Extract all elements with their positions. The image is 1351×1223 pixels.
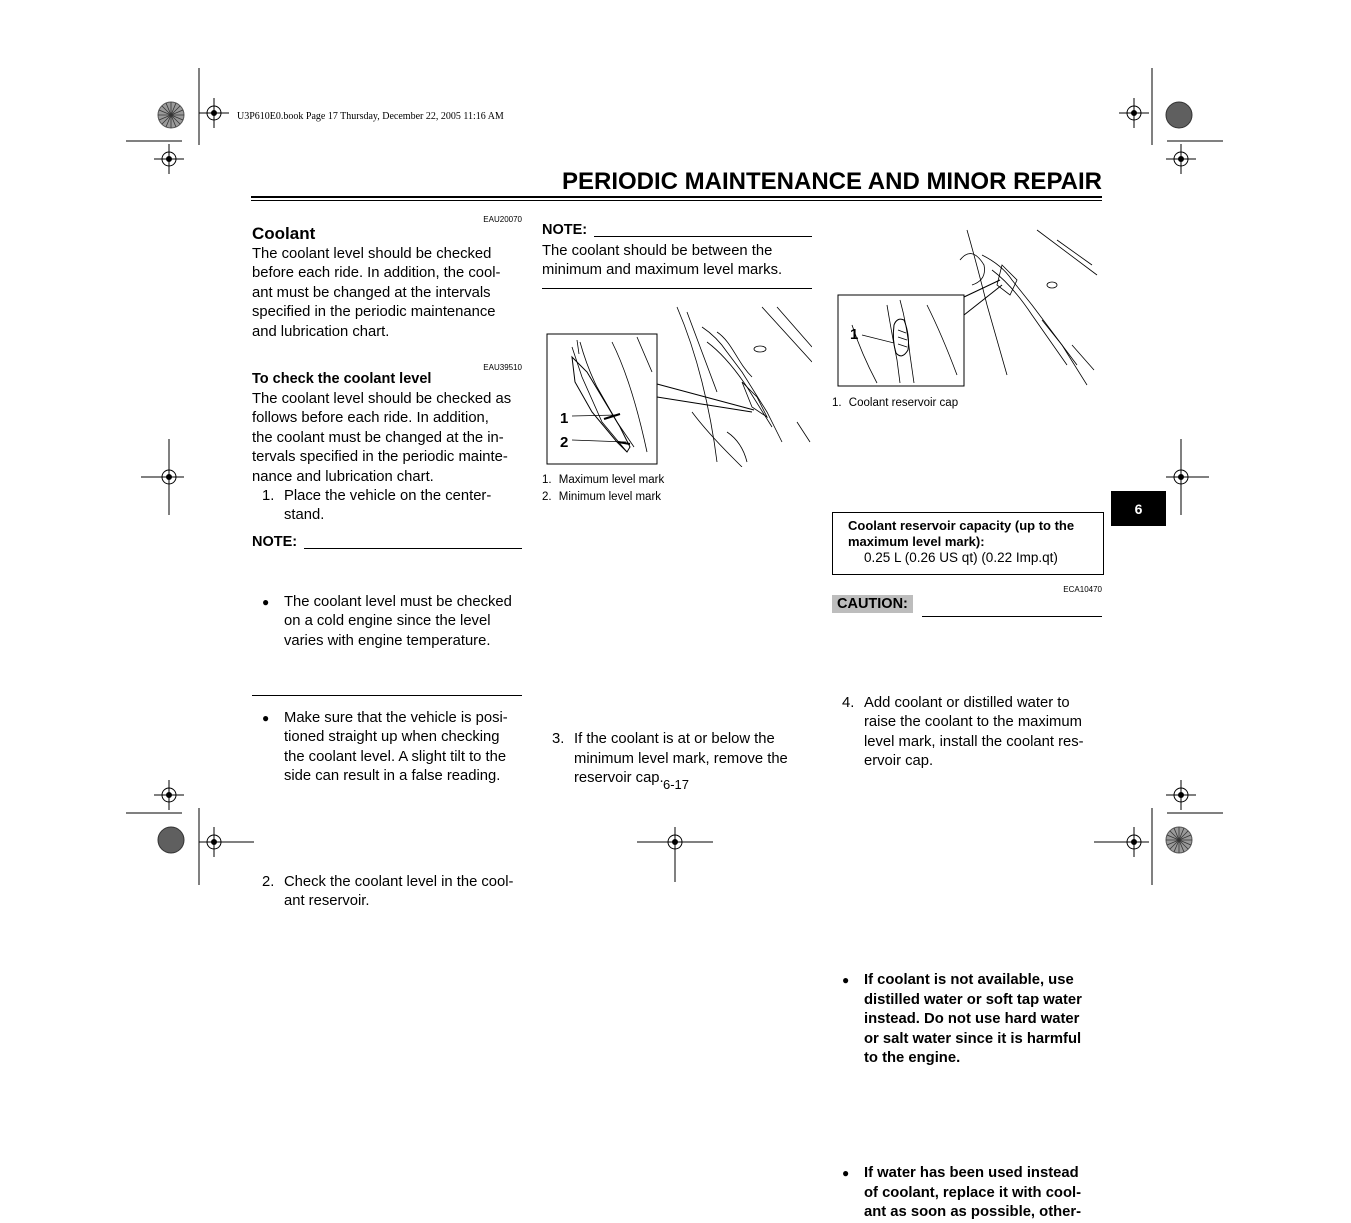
text-line: Coolant reservoir capacity (up to the: [848, 518, 1075, 533]
text-line: The coolant level should be checked as: [252, 391, 512, 407]
text-line: and lubrication chart.: [252, 323, 390, 340]
text-line: The coolant should be between the: [542, 243, 773, 259]
text-line: level mark, install the coolant res-: [864, 733, 1084, 750]
text-line: Place the vehicle on the center-: [284, 488, 492, 504]
note-bullet-2: [262, 709, 522, 787]
step-number: 4.: [842, 694, 855, 711]
text-line: raise the coolant to the maximum: [864, 714, 1082, 731]
step-4: [842, 694, 1102, 772]
note-label: NOTE:: [542, 222, 588, 238]
step-1: [262, 487, 522, 526]
step-number: 1.: [262, 488, 275, 504]
figure-label-2: 2: [560, 434, 569, 451]
step-number: 3.: [552, 731, 565, 748]
title-rule: [251, 196, 1102, 198]
ref-code: EAU39510: [483, 363, 522, 372]
text-line: Check the coolant level in the cool-: [284, 873, 514, 890]
text-line: If water has been used instead: [864, 1165, 1079, 1182]
book-info: U3P610E0.book Page 17 Thursday, December 22, 2005 11:16 AM: [237, 111, 504, 122]
reservoir-cap-figure: [832, 225, 1102, 390]
text-line: ant reservoir.: [284, 893, 370, 910]
page-title: PERIODIC MAINTENANCE AND MINOR REPAIR: [561, 168, 1102, 195]
caption-text: Minimum level mark: [558, 491, 662, 503]
caution-bullet-1: [842, 971, 1102, 1068]
text-line: The coolant level should be checked: [252, 246, 492, 262]
note-end-rule: [542, 288, 812, 289]
text-line: The coolant level must be checked: [284, 593, 512, 610]
text-line: specified in the periodic maintenance: [252, 304, 496, 321]
text-line: ant must be changed at the intervals: [252, 284, 491, 301]
text-line: to the engine.: [864, 1049, 961, 1066]
figure-caption-1: [542, 472, 664, 489]
ref-code: EAU20070: [483, 215, 522, 224]
caption-text: Maximum level mark: [558, 474, 665, 486]
intro-paragraph: [252, 245, 522, 342]
title-rule-thin: [251, 200, 1102, 201]
text-line: follows before each ride. In addition,: [252, 410, 489, 427]
note-end-rule: [252, 695, 522, 696]
caution-label: CAUTION:: [832, 595, 913, 613]
figure-caption: [832, 395, 958, 412]
caption-text: Coolant reservoir cap: [848, 397, 959, 409]
coolant-level-figure: [542, 302, 812, 467]
section-heading: Coolant: [252, 224, 316, 243]
text-line: reservoir cap.: [574, 770, 664, 787]
step-2: [262, 873, 522, 912]
text-line: nance and lubrication chart.: [252, 468, 434, 485]
text-line: Make sure that the vehicle is posi-: [284, 710, 508, 727]
caution-bullet-2: [842, 1164, 1102, 1222]
capacity-box: [832, 512, 1104, 575]
page-number: 6-17: [662, 777, 690, 792]
capacity-value: 0.25 L (0.26 US qt) (0.22 Imp.qt): [864, 550, 1058, 565]
figure-caption-2: [542, 489, 661, 506]
text-line: maximum level mark):: [848, 534, 985, 549]
text-line: on a cold engine since the level: [284, 613, 491, 630]
text-line: If coolant is not available, use: [864, 972, 1074, 989]
bullet-icon: ●: [842, 1166, 850, 1181]
note-label: NOTE:: [252, 534, 298, 550]
text-line: ant as soon as possible, other-: [864, 1204, 1082, 1221]
ref-code: ECA10470: [1063, 585, 1102, 594]
caption-number: 2.: [542, 491, 552, 503]
capacity-title: [848, 518, 1074, 550]
text-line: before each ride. In addition, the cool-: [252, 265, 501, 282]
text-line: minimum and maximum level marks.: [542, 262, 783, 279]
caption-number: 1.: [542, 474, 552, 486]
check-paragraph: [252, 390, 522, 487]
text-line: varies with engine temperature.: [284, 632, 491, 649]
text-line: distilled water or soft tap water: [864, 991, 1082, 1008]
text-line: the coolant level. A slight tilt to the: [284, 748, 507, 765]
text-line: tervals specified in the periodic mainte-: [252, 449, 508, 466]
text-line: ervoir cap.: [864, 752, 934, 769]
caption-number: 1.: [832, 397, 842, 409]
text-line: side can result in a false reading.: [284, 768, 501, 785]
figure-label-cap: 1: [850, 326, 859, 343]
note-bullet-1: [262, 593, 522, 651]
bullet-icon: ●: [262, 711, 270, 726]
step-number: 2.: [262, 873, 275, 890]
caution-rule: [922, 616, 1102, 617]
subheading: To check the coolant level: [252, 371, 432, 387]
note-text: [542, 242, 812, 281]
text-line: Add coolant or distilled water to: [864, 694, 1070, 711]
figure-label-1: 1: [560, 410, 569, 427]
text-line: minimum level mark, remove the: [574, 750, 788, 767]
text-line: If the coolant is at or below the: [574, 731, 775, 748]
text-line: tioned straight up when checking: [284, 729, 500, 746]
text-line: stand.: [284, 507, 325, 524]
text-line: instead. Do not use hard water: [864, 1011, 1080, 1028]
note-rule: [304, 548, 522, 549]
text-line: or salt water since it is harmful: [864, 1030, 1082, 1047]
note-rule: [594, 236, 812, 237]
bullet-icon: ●: [842, 973, 850, 988]
text-line: of coolant, replace it with cool-: [864, 1184, 1082, 1201]
text-line: the coolant must be changed at the in-: [252, 429, 504, 446]
chapter-tab: 6: [1111, 491, 1166, 526]
bullet-icon: ●: [262, 594, 270, 609]
